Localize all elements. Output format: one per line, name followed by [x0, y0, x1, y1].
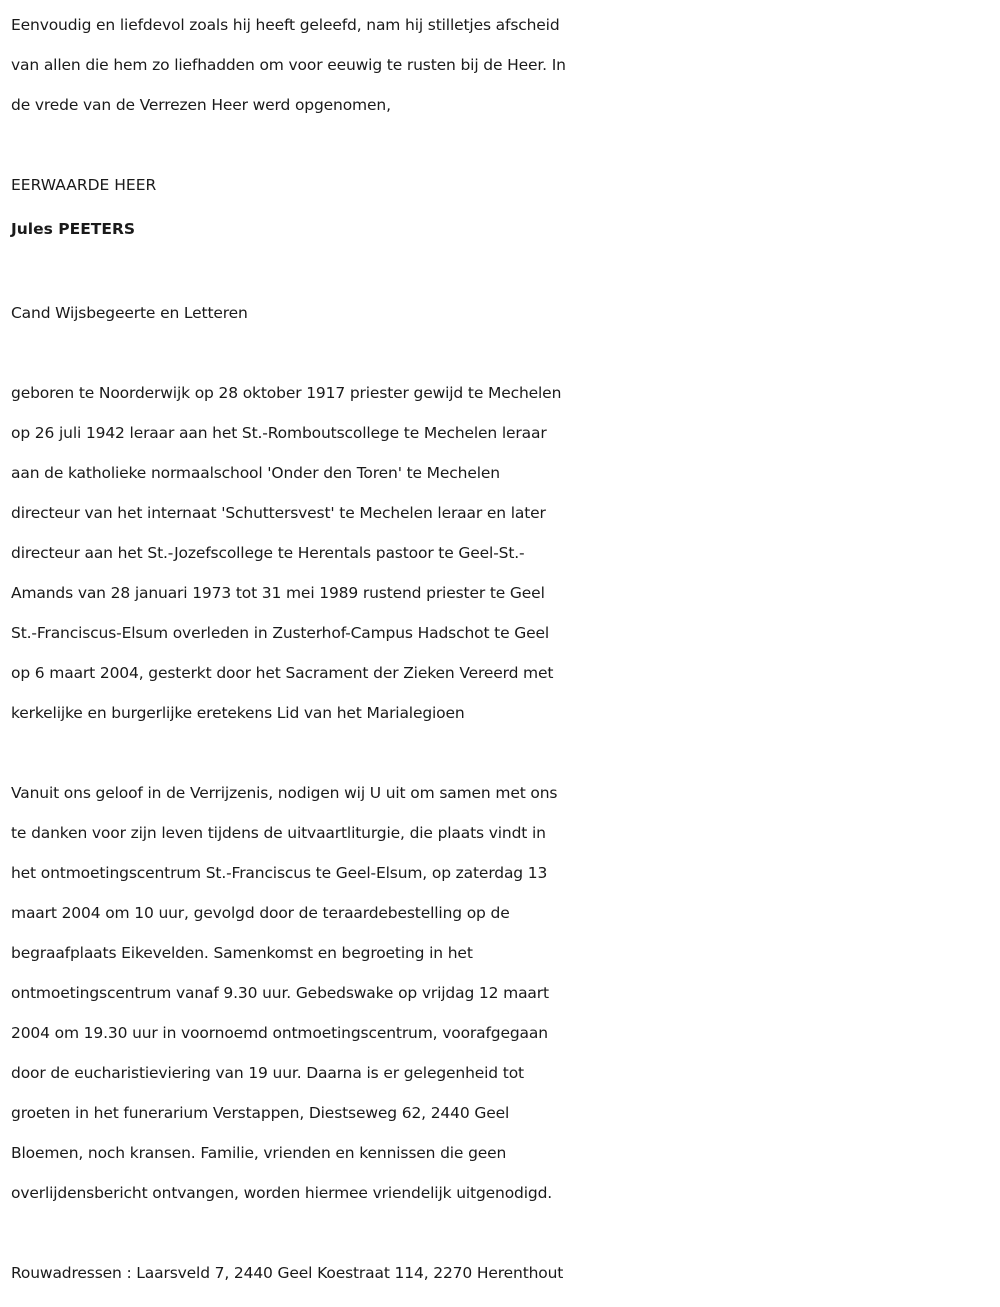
funeral-line: 2004 om 19.30 uur in voornoemd ontmoetingscentrum, voorafgegaan [11, 1024, 548, 1042]
biography-line: directeur van het internaat 'Schuttersvest' te Mechelen leraar en later [11, 504, 546, 522]
funeral-line: maart 2004 om 10 uur, gevolgd door de teraardebestelling op de [11, 904, 510, 922]
funeral-line: door de eucharistieviering van 19 uur. Daarna is er gelegenheid tot [11, 1064, 524, 1082]
honorific-title: EERWAARDE HEER [11, 176, 157, 194]
paragraph-gap [11, 125, 991, 165]
biography-line: directeur aan het St.-Jozefscollege te Herentals pastoor te Geel-St.- [11, 544, 525, 562]
biography-line: St.-Franciscus-Elsum overleden in Zusterhof-Campus Hadschot te Geel [11, 624, 550, 642]
funeral-line: overlijdensbericht ontvangen, worden hiermee vriendelijk uitgenodigd. [11, 1184, 553, 1202]
funeral-line: Vanuit ons geloof in de Verrijzenis, nodigen wij U uit om samen met ons [11, 784, 558, 802]
mourning-addresses: Rouwadressen : Laarsveld 7, 2440 Geel Koestraat 114, 2270 Herenthout [11, 1264, 564, 1282]
funeral-paragraph [11, 773, 991, 1213]
intro-line: Eenvoudig en liefdevol zoals hij heeft geleefd, nam hij stilletjes afscheid [11, 16, 560, 34]
intro-line: van allen die hem zo liefhadden om voor eeuwig te rusten bij de Heer. In [11, 56, 566, 74]
biography-line: kerkelijke en burgerlijke eretekens Lid van het Marialegioen [11, 704, 465, 722]
funeral-line: groeten in het funerarium Verstappen, Diestseweg 62, 2440 Geel [11, 1104, 510, 1122]
biography-line: op 26 juli 1942 leraar aan het St.-Romboutscollege te Mechelen leraar [11, 424, 547, 442]
paragraph-gap [11, 733, 991, 773]
intro-line: de vrede van de Verrezen Heer werd opgenomen, [11, 96, 391, 114]
funeral-line: Bloemen, noch kransen. Familie, vrienden en kennissen die geen [11, 1144, 507, 1162]
funeral-line: begraafplaats Eikevelden. Samenkomst en begroeting in het [11, 944, 473, 962]
biography-line: op 6 maart 2004, gesterkt door het Sacrament der Zieken Vereerd met [11, 664, 554, 682]
paragraph-gap [11, 1213, 991, 1253]
funeral-line: ontmoetingscentrum vanaf 9.30 uur. Gebedswake op vrijdag 12 maart [11, 984, 549, 1002]
biography-paragraph [11, 373, 991, 733]
biography-line: aan de katholieke normaalschool 'Onder den Toren' te Mechelen [11, 464, 500, 482]
obituary-document [11, 5, 991, 1293]
funeral-line: het ontmoetingscentrum St.-Franciscus te Geel-Elsum, op zaterdag 13 [11, 864, 548, 882]
paragraph-gap [11, 253, 991, 293]
biography-line: geboren te Noorderwijk op 28 oktober 1917 priester gewijd te Mechelen [11, 384, 562, 402]
biography-line: Amands van 28 januari 1973 tot 31 mei 1989 rustend priester te Geel [11, 584, 545, 602]
paragraph-gap [11, 333, 991, 373]
funeral-line: te danken voor zijn leven tijdens de uitvaartliturgie, die plaats vindt in [11, 824, 546, 842]
deceased-heading [11, 165, 991, 253]
deceased-name: Jules PEETERS [11, 220, 136, 238]
intro-paragraph [11, 5, 991, 125]
academic-degree: Cand Wijsbegeerte en Letteren [11, 304, 248, 322]
